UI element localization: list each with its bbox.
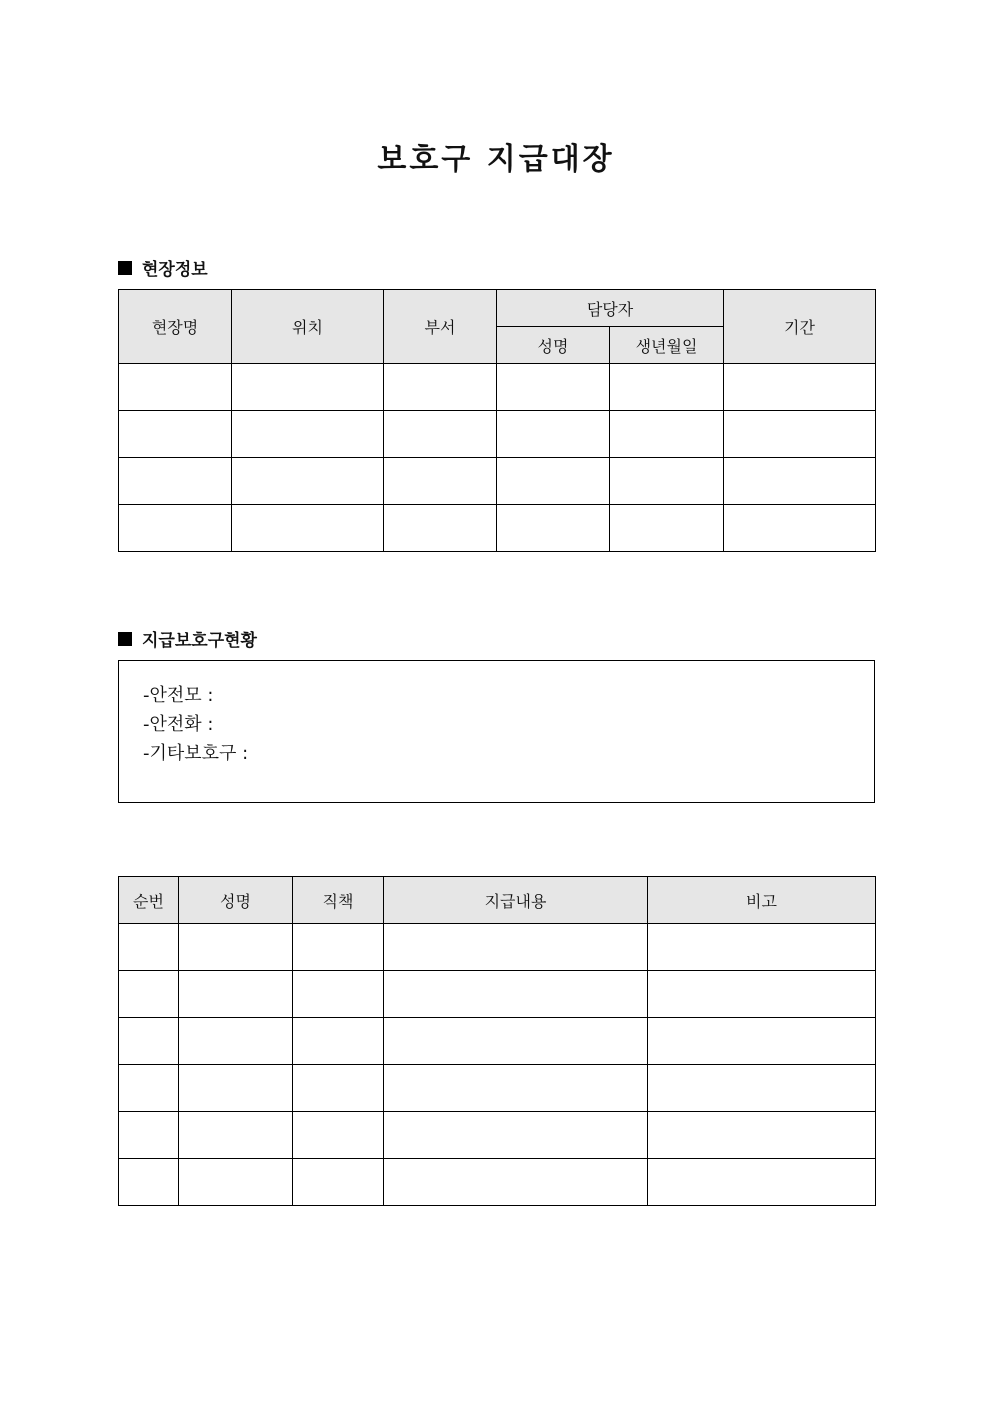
cell-department[interactable] xyxy=(384,364,497,411)
cell-position[interactable] xyxy=(293,1065,384,1112)
cell-name[interactable] xyxy=(179,1159,293,1206)
table-row xyxy=(119,971,876,1018)
table-row xyxy=(119,364,876,411)
cell-manager-birth[interactable] xyxy=(610,458,724,505)
section-heading-equipment xyxy=(118,626,257,651)
square-bullet-icon xyxy=(118,632,132,646)
section-title: 지급보호구현황 xyxy=(142,631,257,651)
table-row xyxy=(119,1159,876,1206)
table-row xyxy=(119,1112,876,1159)
cell-location[interactable] xyxy=(232,505,384,552)
table-row xyxy=(119,1065,876,1112)
cell-manager-name[interactable] xyxy=(497,458,610,505)
header-name: 성명 xyxy=(179,877,293,924)
cell-name[interactable] xyxy=(179,1018,293,1065)
table-row xyxy=(119,505,876,552)
header-number: 순번 xyxy=(119,877,179,924)
header-position: 직책 xyxy=(293,877,384,924)
header-department: 부서 xyxy=(384,290,497,364)
cell-period[interactable] xyxy=(724,364,876,411)
cell-period[interactable] xyxy=(724,458,876,505)
cell-number[interactable] xyxy=(119,1112,179,1159)
cell-remarks[interactable] xyxy=(648,1018,876,1065)
cell-issue-content[interactable] xyxy=(384,1112,648,1159)
page-title: 보호구 지급대장 xyxy=(377,142,615,177)
header-location: 위치 xyxy=(232,290,384,364)
cell-issue-content[interactable] xyxy=(384,924,648,971)
cell-manager-birth[interactable] xyxy=(610,411,724,458)
section-heading-site-info xyxy=(118,255,208,280)
cell-manager-name[interactable] xyxy=(497,505,610,552)
header-manager: 담당자 xyxy=(497,290,724,327)
issue-record-table xyxy=(118,876,876,1206)
cell-period[interactable] xyxy=(724,505,876,552)
cell-issue-content[interactable] xyxy=(384,1159,648,1206)
cell-department[interactable] xyxy=(384,411,497,458)
cell-name[interactable] xyxy=(179,924,293,971)
cell-department[interactable] xyxy=(384,458,497,505)
header-remarks: 비고 xyxy=(648,877,876,924)
cell-manager-birth[interactable] xyxy=(610,505,724,552)
cell-remarks[interactable] xyxy=(648,1065,876,1112)
cell-name[interactable] xyxy=(179,1065,293,1112)
cell-period[interactable] xyxy=(724,411,876,458)
cell-remarks[interactable] xyxy=(648,971,876,1018)
cell-name[interactable] xyxy=(179,1112,293,1159)
table-row xyxy=(119,924,876,971)
table-row xyxy=(119,1018,876,1065)
cell-manager-name[interactable] xyxy=(497,411,610,458)
cell-position[interactable] xyxy=(293,1112,384,1159)
cell-issue-content[interactable] xyxy=(384,1018,648,1065)
cell-number[interactable] xyxy=(119,924,179,971)
equipment-line-shoes[interactable]: -안전화 : xyxy=(143,714,214,735)
cell-position[interactable] xyxy=(293,1159,384,1206)
cell-site-name[interactable] xyxy=(119,364,232,411)
cell-position[interactable] xyxy=(293,924,384,971)
header-site-name: 현장명 xyxy=(119,290,232,364)
cell-number[interactable] xyxy=(119,1018,179,1065)
equipment-line-other[interactable]: -기타보호구 : xyxy=(143,743,249,764)
cell-manager-name[interactable] xyxy=(497,364,610,411)
site-info-table xyxy=(118,289,876,552)
table-row xyxy=(119,458,876,505)
cell-position[interactable] xyxy=(293,971,384,1018)
cell-location[interactable] xyxy=(232,411,384,458)
equipment-line-helmet[interactable]: -안전모 : xyxy=(143,685,214,706)
cell-remarks[interactable] xyxy=(648,1112,876,1159)
cell-name[interactable] xyxy=(179,971,293,1018)
cell-remarks[interactable] xyxy=(648,924,876,971)
cell-site-name[interactable] xyxy=(119,458,232,505)
cell-remarks[interactable] xyxy=(648,1159,876,1206)
cell-site-name[interactable] xyxy=(119,411,232,458)
cell-number[interactable] xyxy=(119,1159,179,1206)
cell-department[interactable] xyxy=(384,505,497,552)
cell-location[interactable] xyxy=(232,364,384,411)
header-manager-name: 성명 xyxy=(497,327,610,364)
cell-site-name[interactable] xyxy=(119,505,232,552)
cell-issue-content[interactable] xyxy=(384,971,648,1018)
header-period: 기간 xyxy=(724,290,876,364)
cell-location[interactable] xyxy=(232,458,384,505)
table-row xyxy=(119,411,876,458)
cell-issue-content[interactable] xyxy=(384,1065,648,1112)
header-issue-content: 지급내용 xyxy=(384,877,648,924)
cell-position[interactable] xyxy=(293,1018,384,1065)
cell-manager-birth[interactable] xyxy=(610,364,724,411)
equipment-status-box xyxy=(118,660,875,803)
section-title: 현장정보 xyxy=(142,260,208,280)
cell-number[interactable] xyxy=(119,1065,179,1112)
header-manager-birth: 생년월일 xyxy=(610,327,724,364)
square-bullet-icon xyxy=(118,261,132,275)
cell-number[interactable] xyxy=(119,971,179,1018)
